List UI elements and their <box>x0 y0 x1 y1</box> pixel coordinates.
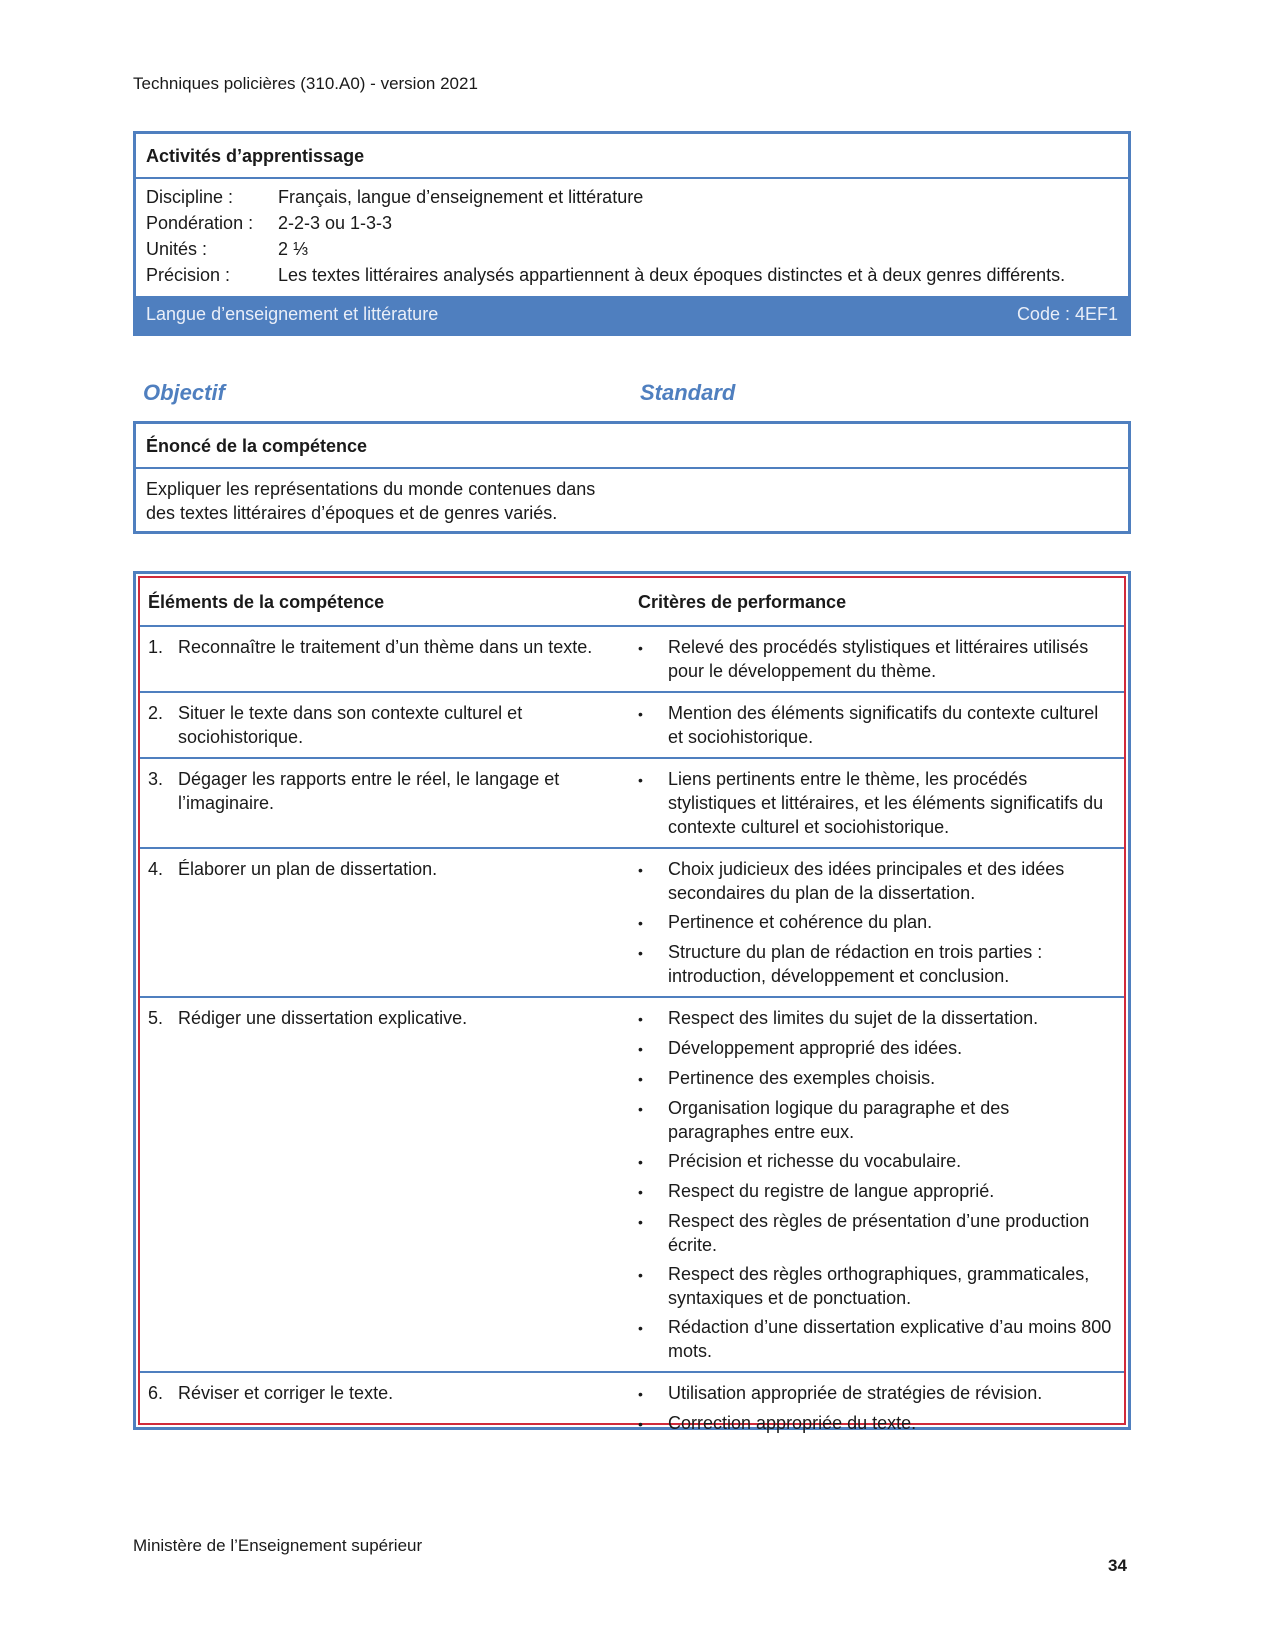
info-label: Unités : <box>146 239 208 259</box>
criterion-item <box>638 701 1114 749</box>
page-footer: Ministère de l’Enseignement supérieur <box>133 1536 423 1555</box>
criterion-text: Précision et richesse du vocabulaire. <box>668 1151 962 1171</box>
criterion-item <box>638 857 1114 905</box>
criteria-cell <box>638 998 1124 1371</box>
info-row-unites <box>146 238 1118 261</box>
criterion-text: Choix judicieux des idées principales et des idées secondaires du plan de la dissertation. <box>668 859 1065 903</box>
element-item <box>148 635 632 659</box>
table-header-row <box>140 578 1124 627</box>
info-label: Discipline : <box>146 187 234 207</box>
info-value: Français, langue d’enseignement et littérature <box>278 187 644 207</box>
criteria-list <box>638 1381 1114 1436</box>
table-row <box>140 998 1124 1373</box>
criterion-item <box>638 910 1114 935</box>
bullet-icon: • <box>638 640 643 656</box>
criteria-cell <box>638 693 1124 757</box>
element-number: 4. <box>148 859 164 879</box>
criterion-text: Relevé des procédés stylistiques et littéraires utilisés pour le développement du thème. <box>668 637 1089 681</box>
bullet-icon: • <box>638 1041 643 1057</box>
bullet-icon: • <box>638 1071 643 1087</box>
bullet-icon: • <box>638 1101 643 1117</box>
standard-title: Standard <box>640 380 736 405</box>
element-text: Situer le texte dans son contexte culturel et sociohistorique. <box>178 703 523 747</box>
activites-info <box>136 179 1128 296</box>
criterion-text: Organisation logique du paragraphe et des paragraphes entre eux. <box>668 1098 1010 1142</box>
activites-box <box>133 131 1131 336</box>
element-text: Rédiger une dissertation explicative. <box>178 1008 468 1028</box>
element-cell <box>140 759 638 847</box>
info-value: 2 ⅓ <box>278 239 309 259</box>
enonce-text: Expliquer les représentations du monde contenues dans des textes littéraires d’époques et de genres variés. <box>146 479 596 523</box>
element-item <box>148 857 632 881</box>
criterion-text: Respect du registre de langue approprié. <box>668 1181 995 1201</box>
criterion-item <box>638 1096 1114 1144</box>
bullet-icon: • <box>638 1320 643 1336</box>
info-row-ponderation <box>146 212 1118 235</box>
competence-table <box>133 571 1131 1433</box>
element-cell <box>140 1373 638 1444</box>
info-row-discipline <box>146 186 1118 209</box>
element-item <box>148 767 632 815</box>
criteria-cell <box>638 627 1124 691</box>
element-text: Reconnaître le traitement d’un thème dans un texte. <box>178 637 593 657</box>
criteria-list <box>638 701 1114 749</box>
bullet-icon: • <box>638 772 643 788</box>
element-cell <box>140 627 638 691</box>
criterion-text: Structure du plan de rédaction en trois parties : introduction, développement et conclusion. <box>668 942 1043 986</box>
criterion-text: Respect des règles orthographiques, grammaticales, syntaxiques et de ponctuation. <box>668 1264 1090 1308</box>
criterion-text: Liens pertinents entre le thème, les procédés stylistiques et littéraires, et les éléments significatifs du contexte culturel et sociohistorique. <box>668 769 1104 837</box>
competence-table-inner <box>138 576 1126 1433</box>
table-row <box>140 627 1124 693</box>
bullet-icon: • <box>638 1214 643 1230</box>
element-cell <box>140 998 638 1371</box>
elements-header: Éléments de la compétence <box>148 592 385 612</box>
bullet-icon: • <box>638 1154 643 1170</box>
criteria-cell <box>638 849 1124 996</box>
table-row <box>140 759 1124 849</box>
element-text: Dégager les rapports entre le réel, le langage et l’imaginaire. <box>178 769 560 813</box>
criterion-item <box>638 1411 1114 1436</box>
criterion-item <box>638 1209 1114 1257</box>
criterion-item <box>638 767 1114 839</box>
page-number: 34 <box>1108 1556 1127 1575</box>
criterion-item <box>638 1066 1114 1091</box>
info-label: Précision : <box>146 265 231 285</box>
criterion-item <box>638 1381 1114 1406</box>
criteria-cell <box>638 759 1124 847</box>
criterion-item <box>638 1149 1114 1174</box>
element-cell <box>140 849 638 996</box>
criterion-text: Respect des limites du sujet de la dissertation. <box>668 1008 1039 1028</box>
info-value: 2-2-3 ou 1-3-3 <box>278 213 393 233</box>
bullet-icon: • <box>638 1386 643 1402</box>
criterion-item <box>638 635 1114 683</box>
activites-heading: Activités d’apprentissage <box>136 134 1128 179</box>
criteria-list <box>638 1006 1114 1363</box>
criterion-item <box>638 1179 1114 1204</box>
info-label: Pondération : <box>146 213 254 233</box>
criterion-item <box>638 1315 1114 1363</box>
element-item <box>148 1006 632 1030</box>
element-number: 1. <box>148 637 164 657</box>
criterion-item <box>638 1262 1114 1310</box>
bullet-icon: • <box>638 1184 643 1200</box>
element-item <box>148 1381 632 1405</box>
element-number: 5. <box>148 1008 164 1028</box>
bullet-icon: • <box>638 1011 643 1027</box>
element-text: Élaborer un plan de dissertation. <box>178 859 438 879</box>
criteria-list <box>638 635 1114 683</box>
table-row <box>140 693 1124 759</box>
criterion-text: Correction appropriée du texte. <box>668 1413 917 1433</box>
band-title: Langue d’enseignement et littérature <box>146 304 439 324</box>
criterion-text: Développement approprié des idées. <box>668 1038 963 1058</box>
bullet-icon: • <box>638 706 643 722</box>
bullet-icon: • <box>638 945 643 961</box>
table-row <box>140 849 1124 998</box>
element-cell <box>140 693 638 757</box>
criterion-text: Respect des règles de présentation d’une production écrite. <box>668 1211 1090 1255</box>
criterion-text: Pertinence des exemples choisis. <box>668 1068 936 1088</box>
bullet-icon: • <box>638 1416 643 1432</box>
info-value: Les textes littéraires analysés appartiennent à deux époques distinctes et à deux genres différents. <box>278 265 1066 285</box>
enonce-box <box>133 421 1131 534</box>
bullet-icon: • <box>638 1267 643 1283</box>
element-item <box>148 701 632 749</box>
element-number: 6. <box>148 1383 164 1403</box>
table-row <box>140 1373 1124 1444</box>
criterion-item <box>638 1036 1114 1061</box>
element-number: 3. <box>148 769 164 789</box>
band-code: Code : 4EF1 <box>1016 304 1118 324</box>
criteria-list <box>638 767 1114 839</box>
competence-band <box>136 296 1128 333</box>
element-text: Réviser et corriger le texte. <box>178 1383 394 1403</box>
criterion-text: Rédaction d’une dissertation explicative d’au moins 800 mots. <box>668 1317 1112 1361</box>
bullet-icon: • <box>638 915 643 931</box>
element-number: 2. <box>148 703 164 723</box>
criterion-text: Utilisation appropriée de stratégies de révision. <box>668 1383 1043 1403</box>
page-header: Techniques policières (310.A0) - version 2021 <box>133 74 478 93</box>
criterion-text: Pertinence et cohérence du plan. <box>668 912 933 932</box>
criterion-item <box>638 1006 1114 1031</box>
criterion-item <box>638 940 1114 988</box>
objectif-title: Objectif <box>143 380 225 405</box>
bullet-icon: • <box>638 862 643 878</box>
info-row-precision <box>146 264 1118 287</box>
criteria-cell <box>638 1373 1124 1444</box>
criteres-header: Critères de performance <box>638 592 847 612</box>
criteria-list <box>638 857 1114 988</box>
criterion-text: Mention des éléments significatifs du contexte culturel et sociohistorique. <box>668 703 1099 747</box>
enonce-heading: Énoncé de la compétence <box>136 424 1128 469</box>
